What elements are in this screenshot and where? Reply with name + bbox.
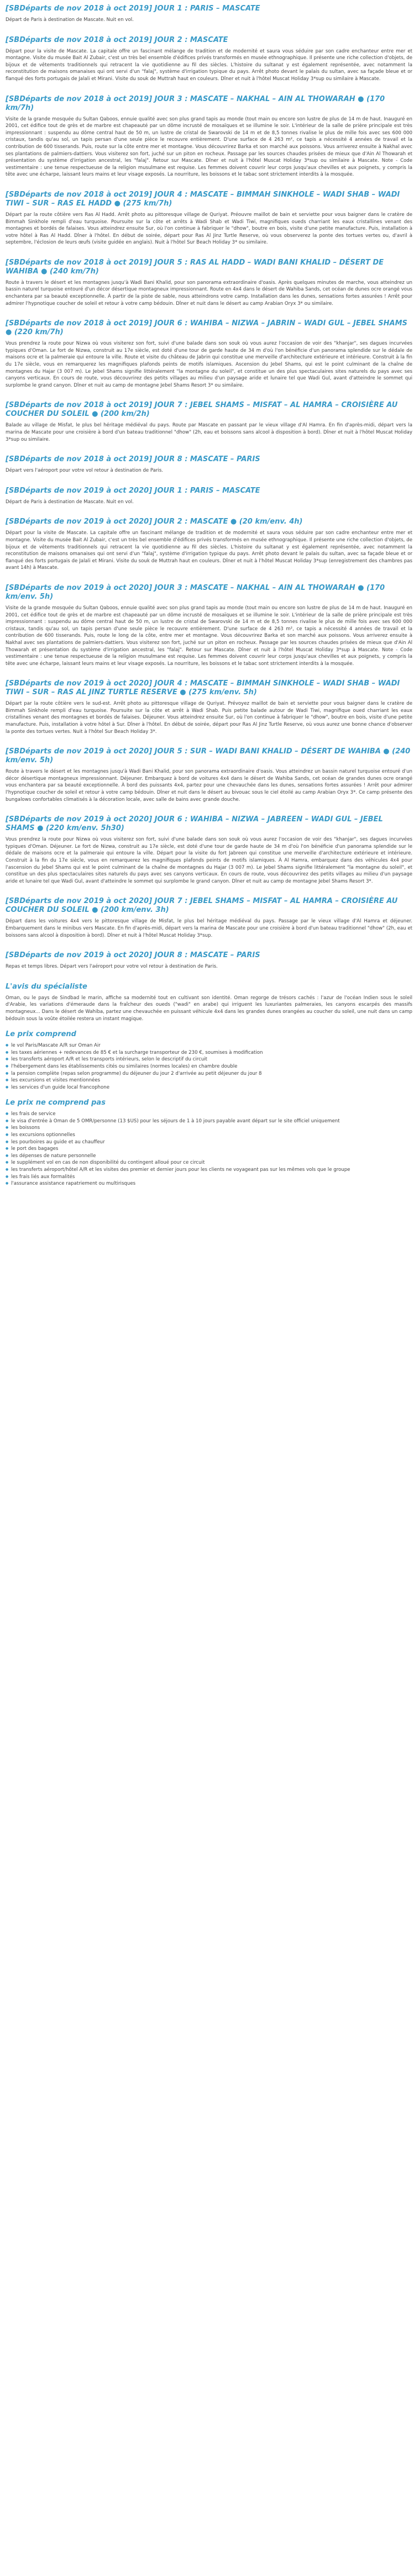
day-description: Départ vers l'aéroport pour votre vol retour à destination de Paris. xyxy=(6,468,164,474)
list-item: ● la pension complète (repas selon programme) du déjeuner du jour 2 d'arrivée au petit déjeuner du jour 8 xyxy=(6,1070,412,1078)
day-section xyxy=(6,319,412,389)
list-item: ● les transferts aéroport/hôtel A/R et les visites des premier et dernier jours pour les clients ne voyageant pas sur les mêmes vols que le groupe xyxy=(6,1166,412,1174)
day-description: Balade au village de Misfat, le plus bel héritage médiéval du pays. Route par Mascate en passant par le vieux village d'Al Hamra. En fin d'après-midi, départ vers la marina de Mascate pour une croisière à bord d'un bateau traditionnel "dhow" (2h, eau et boissons sans alcool à disposition à bord). Dîner et nuit à l'hôtel Muscat Holiday 3*sup ou similaire. xyxy=(6,423,412,442)
price-excludes-title: Le prix ne comprend pas xyxy=(6,1099,106,1107)
day-title: [SBDéparts de nov 2019 à oct 2020] JOUR 3 : MASCATE – NAKHAL – AIN AL THOWARAH ● (170 km/env. 5h) xyxy=(6,583,385,601)
day-section xyxy=(6,679,412,735)
day-section xyxy=(6,36,412,83)
day-title: [SBDéparts de nov 2019 à oct 2020] JOUR 1 : PARIS – MASCATE xyxy=(6,486,260,495)
list-item: ● le port des bagages xyxy=(6,1146,412,1153)
day-section xyxy=(6,4,412,24)
day-title: [SBDéparts de nov 2019 à oct 2020] JOUR 6 : WAHIBA – NIZWA – JABREEN – WADI GUL – JEBEL SHAMS ● (220 km/env. 5h30) xyxy=(6,815,383,833)
day-description: Départ dans les voitures 4x4 vers le pittoresque village de Misfat, le plus bel héritage médiéval du pays. Passage par le vieux village d'Al Hamra et déjeuner. Embarquement dans le minibus vers Mascate. En fin d'après-midi, départ vers la marina de Mascate pour une croisière à bord d'un bateau traditionnel "dhow" (2h, eau et boissons sans alcool à disposition à bord). Dîner et nuit à l'hôtel Muscat Holiday 3*sup. xyxy=(6,919,412,938)
day-description: Route à travers le désert et les montagnes jusqu'à Wadi Bani Khalid, pour son panorama extraordinaire d'oasis. Vous atteindrez un bassin naturel turquoise entouré d'un décor désertique montagneux impressionnant. Déjeuner. Embarquez à bord de voitures 4x4 dans le désert de Wahiba Sands, cet océan de grandes dunes ocre orangé vous enchantera par sa beauté exceptionnelle. À bord des puissants 4x4, partez pour une chevauchée dans les dunes, sensations fortes assurées ! Arrêt pour admirer l'hypnotique coucher de soleil et retour à votre camp bédouin. Dîner et nuit dans le désert au bivouac sous le ciel étoilé au camp Arabian Oryx 3*. Ce camp présente des bungalows confortables climatisés à la décoration locale, avec salle de bains avec grande douche. xyxy=(6,769,412,803)
day-title: [SBDéparts de nov 2019 à oct 2020] JOUR 8 : MASCATE – PARIS xyxy=(6,951,260,960)
day-title: [SBDéparts de nov 2018 à oct 2019] JOUR 8 : MASCATE – PARIS xyxy=(6,455,260,464)
list-item: ● les services d'un guide local francophone xyxy=(6,1084,412,1091)
price-includes-title: Le prix comprend xyxy=(6,1030,76,1039)
day-section xyxy=(6,258,412,307)
day-section xyxy=(6,487,412,506)
day-section xyxy=(6,747,412,803)
day-title: [SBDéparts de nov 2018 à oct 2019] JOUR 2 : MASCATE xyxy=(6,35,228,44)
day-title: [SBDéparts de nov 2018 à oct 2019] JOUR 6 : WAHIBA – NIZWA – JABRIN – WADI GUL – JEBEL SHAMS ● (220 km/7h) xyxy=(6,319,407,337)
day-description: Route à travers le désert et les montagnes jusqu'à Wadi Bani Khalid, pour son panorama extraordinaire d'oasis. Après quelques minutes de marche, vous atteindrez un bassin naturel turquoise entouré d'un décor désertique montagneux impressionnant. Route en 4x4 dans le désert de Wahiba Sands, cet océan de dunes ocre orangé vous enchantera par sa beauté exceptionnelle. À partir de la piste de sable, nous atteindrons votre camp. Installation dans les dunes, sensations fortes assurées ! Arrêt pour admirer l'hypnotique coucher de soleil et retour à votre camp bédouin. Dîner et nuit dans le désert au camp Arabian Oryx 3* ou similaire. xyxy=(6,279,412,307)
day-description: Visite de la grande mosquée du Sultan Qaboos, ennuie qualité avec son plus grand tapis au monde (tout main ou encore son lustre de plus de 14 m de haut. Inauguré en 2001, cet édifice tout de grès et de marbre est chapeauté par un dôme incrusté de mosaïques et se illumine le soir. L'intérieur de la salle de prière principale est très impressionnant : suspendu au dôme central haut de 50 m, un lustre de cristal de Swarovski de 14 m et de 8,5 tonnes rivalise le plus de mille fois avec ses 600 000 cristaux, tandis qu'au sol, un tapis persan d'une seule pièce le recouvre entièrement. D'une surface de 4 263 m², ce tapis a nécessité 4 années de travail et la contribution de 600 tisserands. Puis, route le long de la côte, entre mer et montagne. Vous découvrirez Barka et son marché aux poissons. Vous arriverez ensuite à Nakhal avec ses plantations de palmiers-dattiers. Vous visiterez son fort, juché sur un piton en rocheux. Passage par les sources chaudes prisées de mieux que d'Ain Al Thowarah et présentation du système d'irrigation ancestral, les "falaj". Retour sur Mascate. Dîner et nuit à l'hôtel Muscat Holiday 3*sup à Mascate. Note - Code vestimentaire : une tenue respectueuse de la religion musulmane est requise. Les femmes doivent couvrir leur corps jusqu'aux chevilles et aux poignets, y compris la tête avec une écharpe, laissant leurs mains et leur visage exposés. La nourriture, les boissons et le tabac sont strictement interdits à la mosquée. xyxy=(6,605,412,667)
day-description: Départ par la route côtière vers Ras Al Hadd. Arrêt photo au pittoresque village de Quriyat. Préouvre maillot de bain et serviette pour vous baigner dans le cratère de Bimmah Sinkhole rempli d'eau turquoise. Poursuite sur la côte et arrêts à Wadi Shab et Wadi Tiwi, magnifiques oueds charriant les eaux cristallines venant des montagnes et bordés de falaises. Vous atteindrez ensuite Sur, où l'on continue à fabriquer le "dhow", boutre en bois, visite d'une petite manufacture. Puis, installation à votre hôtel à Ras Al Hadd. Dîner à l'hôtel. En début de soirée, départ pour Ras Al Jinz Turtle Reserve, où vous observerez la ponte des tortues vertes ou, d'avril à septembre, l'éclosion de leurs œufs (visite guidée en anglais). Nuit à l'hôtel Sur Beach Holiday 3* ou similaire. xyxy=(6,212,412,246)
day-description: Départ pour la visite de Mascate. La capitale offre un fascinant mélange de tradition et de modernité et saura vous séduire par son cadre enchanteur entre mer et montagne. Visite du musée Bait Al Zubair, c'est un très bel ensemble d'édifices privés transformés en musée ethnographique. Il présente une riche collection d'objets, de bijoux et de vêtements traditionnels qui retracent la vie quotidienne au fil des siècles. L'histoire du sultanat y est également représentée, avec notamment la reconstitution de maisons omanaises qui ont servi d'un "falaj", système d'irrigation typique du pays. Arrêt photo devant le palais du sultan, avec sa façade bleue et or flanqué des forts portugais de Jalali et Mirani. Visite du souk de Muttrah haut en couleurs. Dîner et nuit à l'hôtel Muscat Holiday 3*sup (enregistrement des chambres pas avant 14h) à Mascate. xyxy=(6,530,412,571)
day-description: Vous prendrez la route pour Nizwa où vous visiterez son fort, suivi d'une balade dans son souk où vous aurez l'occasion de voir des "khanjar", ses dagues incurvées typiques d'Oman. Le fort de Nizwa, construit au 17e siècle, est doté d'une tour de garde haute de 34 m d'où l'on bénéficie d'un panorama splendide sur le dédale de maisons ocre et la palmeraie qui entoure la ville. Route et visite du château de Jabrin qui constitue une merveille d'architecture extérieure et intérieure. Construit à la fin du 17e siècle, vous en remarquerez les magnifiques plafonds peints de motifs islamiques. Ascension du Jebel Shams, qui est le point culminant de la chaîne de montagnes du Hajar (3 007 m). Le Jebel Shams signifie littéralement "la montagne du soleil", et constitue un des plus spectaculaires sites naturels du pays avec ses canyons verticaux. En cours de route, vous découvrirez des petits villages au milieu d'un paysage aride et lunaire tel que Wadi Gul, avant d'atteindre le sommet qui surplombe le grand canyon. Dîner et nuit au camp de montagne Jebel Shams Resort 3* ou similaire. xyxy=(6,341,412,388)
list-item: ● les boissons xyxy=(6,1125,412,1132)
day-section xyxy=(6,455,412,474)
list-item: ● les taxes aériennes + redevances de 85 € et la surcharge transporteur de 230 €, soumises à modification xyxy=(6,1049,412,1057)
list-item: ● les excursions optionnelles xyxy=(6,1132,412,1139)
day-section xyxy=(6,897,412,939)
day-section xyxy=(6,191,412,246)
day-description: Départ de Paris à destination de Mascate. Nuit en vol. xyxy=(6,17,134,23)
price-excludes-list xyxy=(6,1111,412,1187)
day-description: Départ de Paris à destination de Mascate. Nuit en vol. xyxy=(6,499,134,505)
day-description: Repas et temps libres. Départ vers l'aéroport pour votre vol retour à destination de Paris. xyxy=(6,964,218,970)
list-item: ● l'assurance assistance rapatriement ou multirisques xyxy=(6,1180,412,1187)
list-item: ● le visa d'entrée à Oman de 5 OMR/personne (13 $US) pour les séjours de 1 à 10 jours payable avant départ sur le site officiel uniquement xyxy=(6,1118,412,1125)
day-section xyxy=(6,584,412,667)
day-description: Départ pour la visite de Mascate. La capitale offre un fascinant mélange de tradition et de modernité et saura vous séduire par son cadre enchanteur entre mer et montagne. Visite du musée Bait Al Zubair, c'est un très bel ensemble d'édifices privés transformés en musée ethnographique. Il présente une riche collection d'objets, de bijoux et de vêtements traditionnels qui retracent la vie quotidienne au fil des siècles. L'histoire du sultanat y est également représentée, avec notamment la reconstitution de maisons omanaises qui ont servi d'un "falaj", système d'irrigation typique du pays. Arrêt photo devant le palais du sultan, avec sa façade bleue et or flanqué des forts portugais de Jalali et Mirani. Visite du souk de Muttrah haut en couleurs. Dîner et nuit à l'hôtel Muscat Holiday 3*sup ou similaire à Mascate. xyxy=(6,48,412,82)
list-item: ● les dépenses de nature personnelle xyxy=(6,1153,412,1160)
list-item: ● les frais de service xyxy=(6,1111,412,1118)
day-title: [SBDéparts de nov 2018 à oct 2019] JOUR 7 : JEBEL SHAMS – MISFAT – AL HAMRA – CROISIÈRE AU COUCHER DU SOLEIL ● (200 km/2h) xyxy=(6,401,398,419)
day-title: [SBDéparts de nov 2019 à oct 2020] JOUR 7 : JEBEL SHAMS – MISFAT – AL HAMRA – CROISIÈRE AU COUCHER DU SOLEIL ● (200 km/env. 3h) xyxy=(6,897,398,915)
list-item: ● le supplément vol en cas de non disponibilité du contingent alloué pour ce circuit xyxy=(6,1159,412,1166)
specialist-body xyxy=(6,995,412,1022)
day-section xyxy=(6,401,412,443)
price-includes-list xyxy=(6,1042,412,1091)
list-item: ● le vol Paris/Mascate A/R sur Oman Air xyxy=(6,1042,412,1049)
day-title: [SBDéparts de nov 2018 à oct 2019] JOUR 1 : PARIS – MASCATE xyxy=(6,4,260,13)
day-description: Visite de la grande mosquée du Sultan Qaboos, ennuie qualité avec son plus grand tapis au monde (tout main ou encore son lustre de plus de 14 m de haut. Inauguré en 2001, cet édifice tout de grès et de marbre est chapeauté par un dôme incrusté de mosaïques et se illumine le soir. L'intérieur de la salle de prière principale est très impressionnant : suspendu au dôme central haut de 50 m, un lustre de cristal de Swarovski de 14 m et de 8,5 tonnes rivalise le plus de mille fois avec ses 600 000 cristaux, tandis qu'au sol, un tapis persan d'une seule pièce le recouvre entièrement. D'une surface de 4 263 m², ce tapis a nécessité 4 années de travail et la contribution de 600 tisserands. Puis, route sur la côte entre mer et montagne. Vous découvrirez Barka et son marché aux poissons. Vous arriverez ensuite à Nakhal avec ses plantations de palmiers-dattiers. Vous visiterez son fort, juché sur un piton en rocheux. Passage par les sources chaudes prisées de mieux que d'Ain Al Thowarah et présentation du système d'irrigation ancestral, les "falaj". Retour sur Mascate. Dîner et nuit à l'hôtel Muscat Holiday 3*sup ou similaire à Mascate. Note - Code vestimentaire : une tenue respectueuse de la religion musulmane est requise. Les femmes doivent couvrir leur corps jusqu'aux chevilles et aux poignets, y compris la tête avec une écharpe, laissant leurs mains et leur visage exposés. La nourriture, les boissons et le tabac sont strictement interdits à la mosquée. xyxy=(6,116,412,178)
day-title: [SBDéparts de nov 2019 à oct 2020] JOUR 2 : MASCATE ● (20 km/env. 4h) xyxy=(6,518,303,526)
page xyxy=(0,0,419,1193)
day-title: [SBDéparts de nov 2019 à oct 2020] JOUR 4 : MASCATE – BIMMAH SINKHOLE – WADI SHAB – WADI TIWI – SUR – RAS AL JINZ TURTLE RESERVE ● (275 km/env. 5h) xyxy=(6,679,400,697)
specialist-text: Oman, ou le pays de Sindbad le marin, affiche sa modernité tout en cultivant son identité. Oman regorge de trésors cachés : l'azur de l'océan Indien sous le soleil d'Arabie, les variations d'émeraude dans la fraîcheur des oueds ("wadi" en arabe) qui irriguent les luxuriantes palmeraies, les canyons escarpés des massifs montagneux... Dans le désert de Wahiba, partez une chevauchée en puissant véhicule 4x4 dans les grandes dunes orangées au coucher du soleil, une nuit dans un camp bédouin sous la voûte étoilée restera un instant magique. xyxy=(6,995,412,1022)
list-item: ● les pourboires au guide et au chauffeur xyxy=(6,1139,412,1146)
list-item: ● les frais liés aux formalités xyxy=(6,1174,412,1181)
day-description: Vous prendrez la route pour Nizwa où vous visiterez son fort, suivi d'une balade dans son souk où vous aurez l'occasion de voir des "khanjar", ses dagues incurvées typiques d'Oman. Déjeuner. Le fort de Nizwa, construit au 17e siècle, est doté d'une tour de garde haute de 34 m d'où l'on bénéficie d'un panorama splendide sur le dédale de maisons ocre et la palmeraie qui entoure la ville. Départ pour la visite du fort Jabreen qui constitue une merveille d'architecture extérieure et intérieure. Construit à la fin du 17e siècle, vous en remarquerez les magnifiques plafonds peints de motifs islamiques. À Al Hamra, embarquez dans des véhicules 4x4 pour l'ascension du Jebel Shams qui est le point culminant de la chaîne de montagnes du Hajar (3 007 m). Le Jebel Shams signifie littéralement "la montagne du soleil", et constitue un des plus spectaculaires sites naturels du pays avec ses canyons verticaux. En cours de route, vous découvrirez des petits villages au milieu d'un paysage aride et lunaire tel que Wadi Gul, avant d'atteindre le sommet qui surplombe le grand canyon. Dîner et nuit au camp de montagne Jebel Shams Resort 3*. xyxy=(6,837,412,884)
list-item: ● les transferts aéroport A/R et les transports intérieurs, selon le descriptif du circuit xyxy=(6,1056,412,1063)
day-title: [SBDéparts de nov 2019 à oct 2020] JOUR 5 : SUR – WADI BANI KHALID – DÉSERT DE WAHIBA ● (240 km/env. 5h) xyxy=(6,747,411,765)
list-item: ● les excursions et visites mentionnées xyxy=(6,1077,412,1084)
list-item: ● l'hébergement dans les établissements cités ou similaires (normes locales) en chambre double xyxy=(6,1063,412,1070)
day-section xyxy=(6,815,412,885)
day-title: [SBDéparts de nov 2018 à oct 2019] JOUR 5 : RAS AL HADD – WADI BANI KHALID – DÉSERT DE WAHIBA ● (240 km/7h) xyxy=(6,258,384,276)
day-description: Départ par la route côtière vers le sud-est. Arrêt photo au pittoresque village de Quriyat. Prévoyez maillot de bain et serviette pour vous baigner dans le cratère de Bimmah Sinkhole rempli d'eau turquoise. Poursuite sur la côte et arrêt à Wadi Shab. Puis petite balade autour de Wadi Tiwi, magnifique oued charriant les eaux cristallines venant des montagnes et bordés de falaises. Déjeuner. Vous atteindrez ensuite Sur, où l'on continue à fabriquer le "dhow", boutre en bois, visite d'une petite manufacture. Puis, installation à votre hôtel à Sur. Dîner à l'hôtel. En début de soirée, départ pour Ras Al Jinz Turtle Reserve, où vous aurez une bonne chance d'observer la ponte des tortues vertes. Nuit à l'hôtel Sur Beach Holiday 3*. xyxy=(6,701,412,735)
day-section xyxy=(6,95,412,178)
specialist-title: L'avis du spécialiste xyxy=(6,982,87,991)
day-title: [SBDéparts de nov 2018 à oct 2019] JOUR 4 : MASCATE – BIMMAH SINKHOLE – WADI SHAB – WADI TIWI – SUR – RAS EL HADD ● (275 km/7h) xyxy=(6,190,400,208)
day-section xyxy=(6,518,412,572)
day-title: [SBDéparts de nov 2018 à oct 2019] JOUR 3 : MASCATE – NAKHAL – AIN AL THOWARAH ● (170 km/7h) xyxy=(6,94,385,112)
day-section xyxy=(6,951,412,970)
